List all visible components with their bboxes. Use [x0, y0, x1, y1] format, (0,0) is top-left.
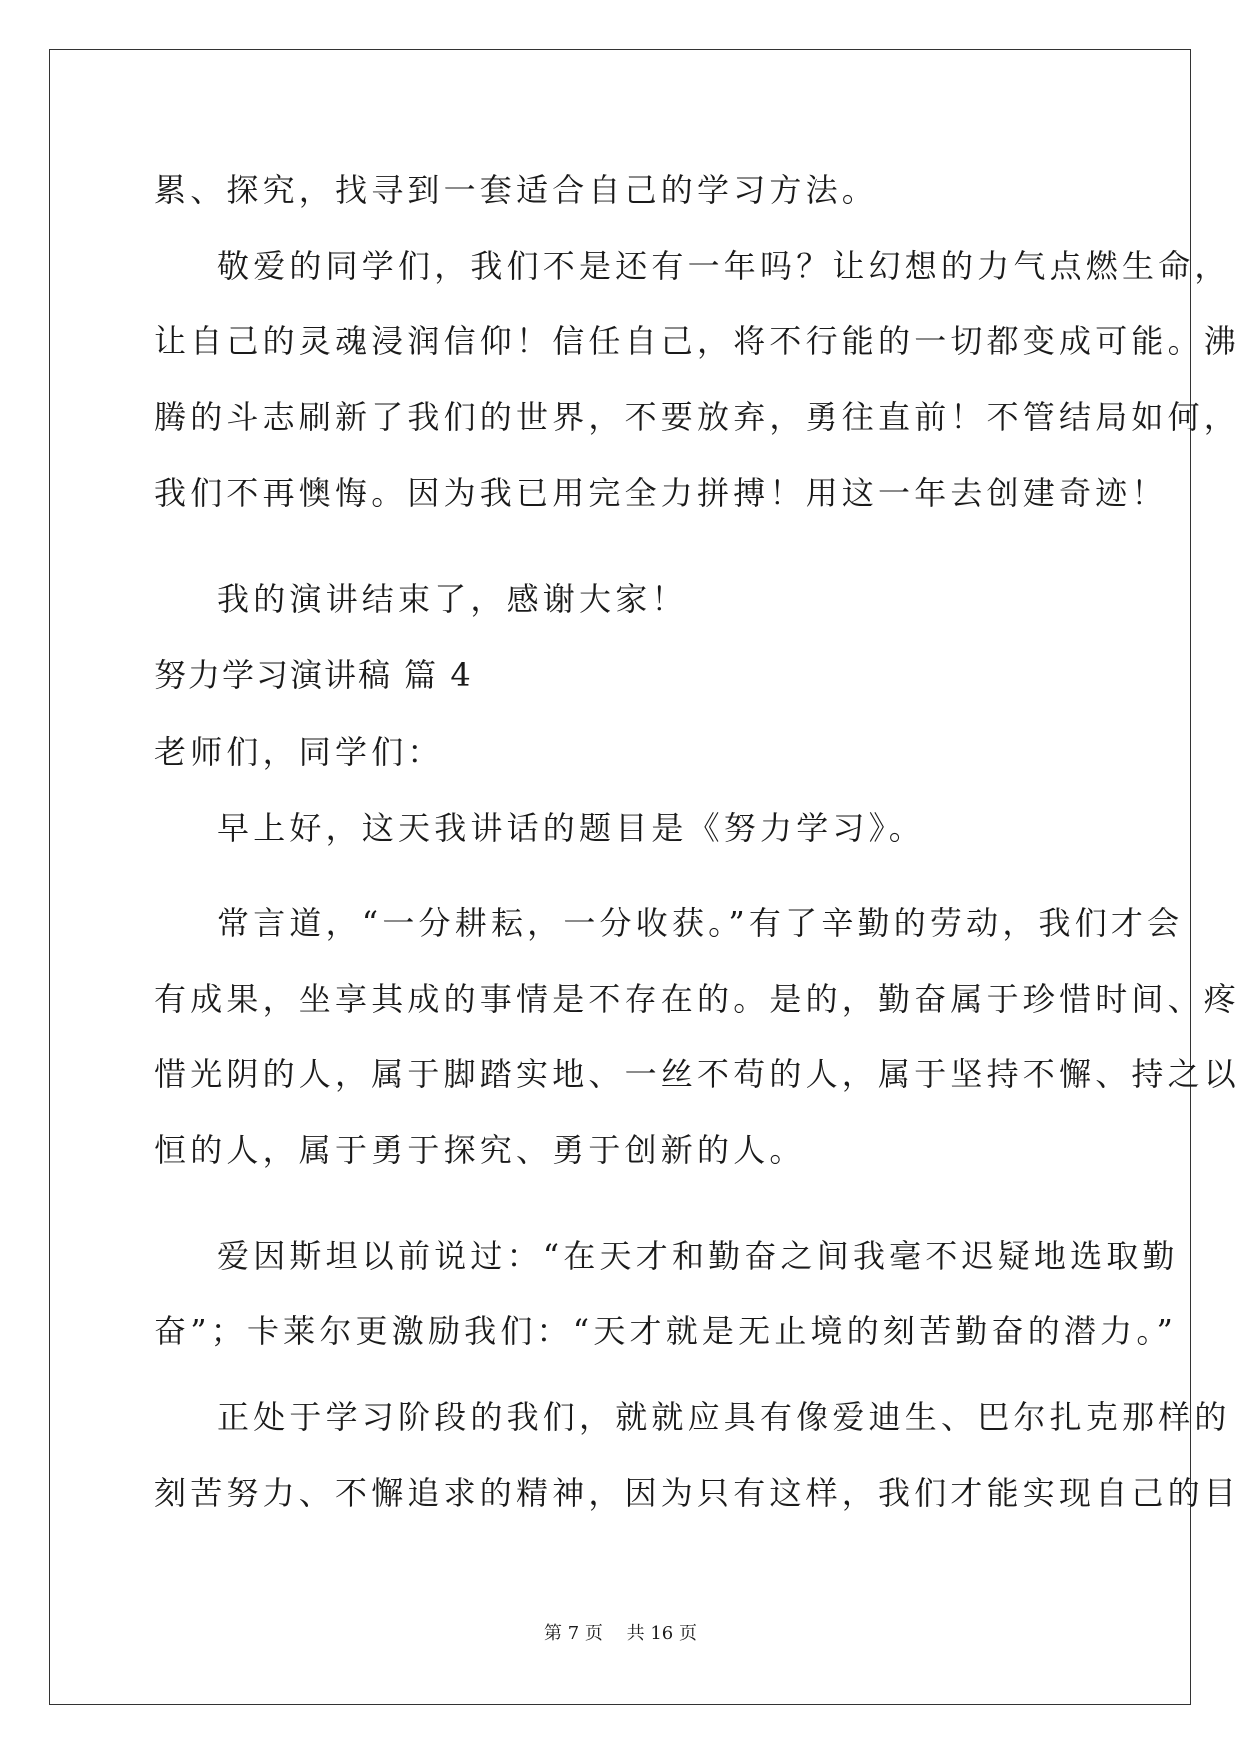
section-heading: 努力学习演讲稿 篇 4 — [154, 656, 473, 694]
text-line-6: 我的演讲结束了，感谢大家！ — [217, 580, 688, 618]
text-line-14: 爱因斯坦以前说过：“在天才和勤奋之间我毫不迟疑地选取勤 — [217, 1237, 1179, 1275]
text-line-15: 奋”；卡莱尔更激励我们：“天才就是无止境的刻苦勤奋的潜力。” — [154, 1312, 1178, 1350]
text-line-17: 刻苦努力、不懈追求的精神，因为只有这样，我们才能实现自己的目 — [154, 1474, 1241, 1512]
text-line-16: 正处于学习阶段的我们，就就应具有像爱迪生、巴尔扎克那样的 — [217, 1398, 1231, 1436]
text-line-11: 有成果，坐享其成的事情是不存在的。是的，勤奋属于珍惜时间、疼 — [154, 980, 1241, 1018]
text-line-12: 惜光阴的人，属于脚踏实地、一丝不苟的人，属于坚持不懈、持之以 — [154, 1055, 1241, 1093]
text-line-1: 累、探究，找寻到一套适合自己的学习方法。 — [154, 171, 879, 209]
text-line-2: 敬爱的同学们，我们不是还有一年吗？让幻想的力气点燃生命， — [217, 247, 1231, 285]
page-border — [49, 49, 1191, 1705]
text-line-10: 常言道，“一分耕耘，一分收获。”有了辛勤的劳动，我们才会 — [217, 904, 1184, 942]
page-number-footer: 第 7 页 共 16 页 — [544, 1623, 697, 1644]
text-line-13: 恒的人，属于勇于探究、勇于创新的人。 — [154, 1131, 806, 1169]
text-line-3: 让自己的灵魂浸润信仰！信任自己，将不行能的一切都变成可能。沸 — [154, 322, 1241, 360]
salutation: 老师们，同学们： — [154, 733, 444, 771]
text-line-4: 腾的斗志刷新了我们的世界，不要放弃，勇往直前！不管结局如何， — [154, 398, 1241, 436]
text-line-5: 我们不再懊悔。因为我已用完全力拼搏！用这一年去创建奇迹！ — [154, 474, 1168, 512]
text-line-9: 早上好，这天我讲话的题目是《努力学习》。 — [217, 809, 926, 847]
